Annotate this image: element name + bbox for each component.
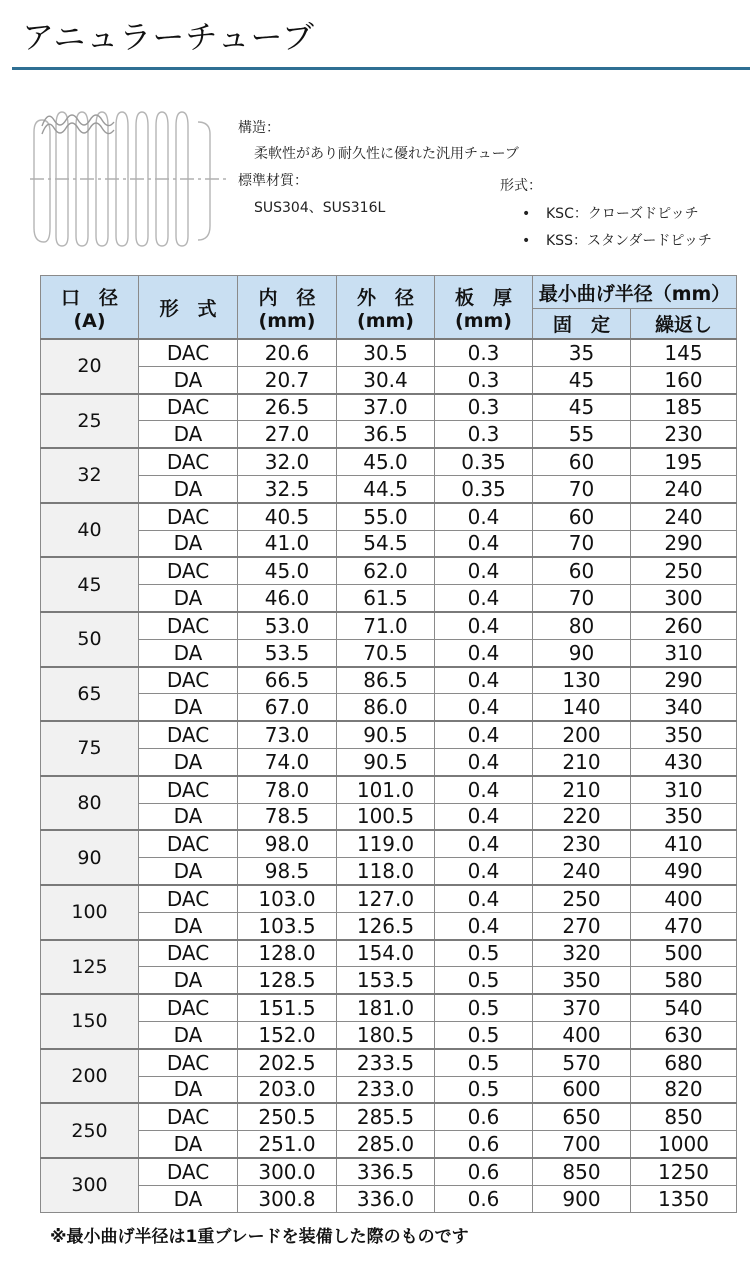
thickness-cell: 0.35 [435,448,533,475]
inner-diameter-cell: 103.0 [238,885,337,912]
type-cell: DAC [139,830,238,857]
structure-label: 構造： [238,120,280,136]
bend-fixed-cell: 70 [533,585,631,612]
bend-repeat-cell: 230 [631,421,737,448]
bullet-icon: • [522,233,531,249]
outer-diameter-cell: 336.0 [337,1185,435,1212]
bend-fixed-cell: 230 [533,830,631,857]
bend-repeat-cell: 400 [631,885,737,912]
type-cell: DAC [139,1158,238,1185]
table-row [41,1185,737,1212]
inner-diameter-cell: 98.5 [238,858,337,885]
bend-repeat-cell: 350 [631,803,737,830]
header-bend-repeat: 繰返し [631,309,737,340]
bend-fixed-cell: 60 [533,448,631,475]
bend-fixed-cell: 210 [533,776,631,803]
bend-repeat-cell: 290 [631,530,737,557]
outer-diameter-cell: 336.5 [337,1158,435,1185]
bend-repeat-cell: 580 [631,967,737,994]
inner-diameter-cell: 53.5 [238,639,337,666]
bend-fixed-cell: 45 [533,366,631,393]
table-row [41,503,737,530]
type-cell: DAC [139,885,238,912]
table-row [41,912,737,939]
bend-fixed-cell: 70 [533,475,631,502]
outer-diameter-cell: 86.0 [337,694,435,721]
table-row [41,339,737,366]
footnote: ※最小曲げ半径は1重ブレードを装備した際のものです [50,1227,469,1247]
size-cell: 75 [41,721,139,776]
bend-repeat-cell: 195 [631,448,737,475]
outer-diameter-cell: 154.0 [337,940,435,967]
inner-diameter-cell: 78.0 [238,776,337,803]
type-cell: DA [139,748,238,775]
outer-diameter-cell: 126.5 [337,912,435,939]
thickness-cell: 0.3 [435,366,533,393]
inner-diameter-cell: 66.5 [238,667,337,694]
outer-diameter-cell: 233.0 [337,1076,435,1103]
outer-diameter-cell: 70.5 [337,639,435,666]
bend-repeat-cell: 820 [631,1076,737,1103]
thickness-cell: 0.35 [435,475,533,502]
inner-diameter-cell: 151.5 [238,994,337,1021]
outer-diameter-cell: 71.0 [337,612,435,639]
thickness-cell: 0.4 [435,776,533,803]
bend-repeat-cell: 430 [631,748,737,775]
inner-diameter-cell: 73.0 [238,721,337,748]
inner-diameter-cell: 20.6 [238,339,337,366]
header-thickness: 板 厚 (mm) [435,276,533,340]
thickness-cell: 0.3 [435,394,533,421]
type-cell: DAC [139,776,238,803]
bend-repeat-cell: 185 [631,394,737,421]
table-row [41,994,737,1021]
bend-repeat-cell: 310 [631,639,737,666]
bend-repeat-cell: 290 [631,667,737,694]
size-cell: 90 [41,830,139,885]
size-cell: 32 [41,448,139,503]
bend-repeat-cell: 310 [631,776,737,803]
size-cell: 300 [41,1158,139,1212]
size-cell: 45 [41,557,139,612]
bend-repeat-cell: 630 [631,1021,737,1048]
table-row [41,475,737,502]
bend-fixed-cell: 650 [533,1103,631,1130]
type-cell: DAC [139,448,238,475]
outer-diameter-cell: 153.5 [337,967,435,994]
bend-fixed-cell: 210 [533,748,631,775]
type-cell: DA [139,585,238,612]
outer-diameter-cell: 119.0 [337,830,435,857]
outer-diameter-cell: 127.0 [337,885,435,912]
bend-fixed-cell: 35 [533,339,631,366]
size-cell: 20 [41,339,139,394]
inner-diameter-cell: 128.5 [238,967,337,994]
table-row [41,940,737,967]
table-row [41,557,737,584]
thickness-cell: 0.5 [435,967,533,994]
table-row [41,1131,737,1158]
bend-repeat-cell: 500 [631,940,737,967]
thickness-cell: 0.5 [435,994,533,1021]
outer-diameter-cell: 30.4 [337,366,435,393]
bend-repeat-cell: 1250 [631,1158,737,1185]
inner-diameter-cell: 203.0 [238,1076,337,1103]
type-cell: DAC [139,1049,238,1076]
outer-diameter-cell: 90.5 [337,748,435,775]
table-row [41,721,737,748]
spec-table [40,275,737,1213]
thickness-cell: 0.6 [435,1158,533,1185]
type-kss-text: KSS：スタンダードピッチ [546,233,712,249]
table-row [41,612,737,639]
type-cell: DA [139,858,238,885]
type-cell: DAC [139,503,238,530]
inner-diameter-cell: 32.0 [238,448,337,475]
bend-repeat-cell: 350 [631,721,737,748]
bend-fixed-cell: 400 [533,1021,631,1048]
inner-diameter-cell: 32.5 [238,475,337,502]
bend-repeat-cell: 410 [631,830,737,857]
table-row [41,639,737,666]
outer-diameter-cell: 181.0 [337,994,435,1021]
structure-text: 柔軟性があり耐久性に優れた汎用チューブ [254,146,519,162]
thickness-cell: 0.5 [435,940,533,967]
thickness-cell: 0.4 [435,885,533,912]
bend-fixed-cell: 200 [533,721,631,748]
type-bullet-ksc [522,203,699,223]
type-cell: DAC [139,721,238,748]
bend-fixed-cell: 850 [533,1158,631,1185]
bend-fixed-cell: 600 [533,1076,631,1103]
table-row [41,830,737,857]
outer-diameter-cell: 86.5 [337,667,435,694]
table-row [41,694,737,721]
type-cell: DA [139,803,238,830]
thickness-cell: 0.4 [435,503,533,530]
bend-fixed-cell: 130 [533,667,631,694]
size-cell: 200 [41,1049,139,1104]
inner-diameter-cell: 67.0 [238,694,337,721]
thickness-cell: 0.6 [435,1185,533,1212]
type-cell: DAC [139,667,238,694]
header-type: 形 式 [139,276,238,340]
type-cell: DA [139,1185,238,1212]
tube-cross-section-illustration [30,100,230,255]
table-row [41,585,737,612]
bend-fixed-cell: 60 [533,557,631,584]
inner-diameter-cell: 74.0 [238,748,337,775]
size-cell: 50 [41,612,139,667]
bend-repeat-cell: 1000 [631,1131,737,1158]
bend-repeat-cell: 260 [631,612,737,639]
inner-diameter-cell: 300.0 [238,1158,337,1185]
outer-diameter-cell: 54.5 [337,530,435,557]
outer-diameter-cell: 62.0 [337,557,435,584]
table-row [41,803,737,830]
size-cell: 25 [41,394,139,449]
outer-diameter-cell: 285.5 [337,1103,435,1130]
inner-diameter-cell: 20.7 [238,366,337,393]
material-text: SUS304、SUS316L [254,200,386,216]
type-cell: DAC [139,940,238,967]
type-label: 形式： [500,178,542,194]
header-size: 口 径 (A) [41,276,139,340]
bend-repeat-cell: 240 [631,503,737,530]
table-row [41,967,737,994]
table-row [41,394,737,421]
outer-diameter-cell: 118.0 [337,858,435,885]
inner-diameter-cell: 27.0 [238,421,337,448]
bend-fixed-cell: 270 [533,912,631,939]
inner-diameter-cell: 46.0 [238,585,337,612]
outer-diameter-cell: 36.5 [337,421,435,448]
type-cell: DA [139,694,238,721]
thickness-cell: 0.3 [435,421,533,448]
outer-diameter-cell: 90.5 [337,721,435,748]
inner-diameter-cell: 40.5 [238,503,337,530]
type-cell: DA [139,1131,238,1158]
bend-fixed-cell: 240 [533,858,631,885]
type-cell: DAC [139,394,238,421]
table-row [41,1021,737,1048]
header-bend-fixed: 固 定 [533,309,631,340]
bend-fixed-cell: 220 [533,803,631,830]
outer-diameter-cell: 55.0 [337,503,435,530]
thickness-cell: 0.3 [435,339,533,366]
bend-fixed-cell: 140 [533,694,631,721]
bend-fixed-cell: 370 [533,994,631,1021]
type-cell: DAC [139,339,238,366]
table-row [41,776,737,803]
thickness-cell: 0.5 [435,1076,533,1103]
thickness-cell: 0.4 [435,858,533,885]
bend-repeat-cell: 340 [631,694,737,721]
outer-diameter-cell: 100.5 [337,803,435,830]
bend-fixed-cell: 350 [533,967,631,994]
thickness-cell: 0.4 [435,748,533,775]
bend-repeat-cell: 160 [631,366,737,393]
thickness-cell: 0.4 [435,694,533,721]
bend-repeat-cell: 1350 [631,1185,737,1212]
size-cell: 100 [41,885,139,940]
thickness-cell: 0.4 [435,639,533,666]
table-row [41,748,737,775]
table-row [41,885,737,912]
table-row [41,1103,737,1130]
bend-repeat-cell: 490 [631,858,737,885]
thickness-cell: 0.4 [435,830,533,857]
bend-fixed-cell: 250 [533,885,631,912]
table-row [41,667,737,694]
inner-diameter-cell: 300.8 [238,1185,337,1212]
thickness-cell: 0.4 [435,721,533,748]
thickness-cell: 0.6 [435,1131,533,1158]
outer-diameter-cell: 285.0 [337,1131,435,1158]
table-row [41,1049,737,1076]
inner-diameter-cell: 26.5 [238,394,337,421]
thickness-cell: 0.4 [435,585,533,612]
bend-repeat-cell: 250 [631,557,737,584]
table-row [41,366,737,393]
inner-diameter-cell: 202.5 [238,1049,337,1076]
outer-diameter-cell: 37.0 [337,394,435,421]
outer-diameter-cell: 45.0 [337,448,435,475]
inner-diameter-cell: 45.0 [238,557,337,584]
type-ksc-text: KSC：クローズドピッチ [546,206,699,222]
outer-diameter-cell: 101.0 [337,776,435,803]
outer-diameter-cell: 180.5 [337,1021,435,1048]
type-cell: DA [139,639,238,666]
thickness-cell: 0.4 [435,912,533,939]
bend-fixed-cell: 45 [533,394,631,421]
material-label: 標準材質： [238,173,308,189]
table-row [41,421,737,448]
header-inner-diameter: 内 径 (mm) [238,276,337,340]
type-cell: DA [139,912,238,939]
bend-fixed-cell: 700 [533,1131,631,1158]
outer-diameter-cell: 233.5 [337,1049,435,1076]
type-bullet-kss [522,230,712,250]
inner-diameter-cell: 103.5 [238,912,337,939]
size-cell: 125 [41,940,139,995]
bend-repeat-cell: 145 [631,339,737,366]
bend-repeat-cell: 300 [631,585,737,612]
outer-diameter-cell: 61.5 [337,585,435,612]
table-row [41,448,737,475]
thickness-cell: 0.4 [435,667,533,694]
type-cell: DAC [139,557,238,584]
type-cell: DA [139,967,238,994]
table-row [41,530,737,557]
inner-diameter-cell: 128.0 [238,940,337,967]
bend-fixed-cell: 320 [533,940,631,967]
size-cell: 40 [41,503,139,558]
size-cell: 150 [41,994,139,1049]
inner-diameter-cell: 251.0 [238,1131,337,1158]
bend-repeat-cell: 470 [631,912,737,939]
inner-diameter-cell: 98.0 [238,830,337,857]
type-cell: DAC [139,1103,238,1130]
outer-diameter-cell: 30.5 [337,339,435,366]
thickness-cell: 0.6 [435,1103,533,1130]
bend-fixed-cell: 80 [533,612,631,639]
type-cell: DAC [139,612,238,639]
inner-diameter-cell: 53.0 [238,612,337,639]
header-bend-radius: 最小曲げ半径（mm） [533,276,737,309]
bullet-icon: • [522,206,531,222]
inner-diameter-cell: 250.5 [238,1103,337,1130]
table-row [41,1158,737,1185]
size-cell: 80 [41,776,139,831]
thickness-cell: 0.5 [435,1021,533,1048]
type-cell: DA [139,1021,238,1048]
type-cell: DA [139,530,238,557]
type-cell: DA [139,421,238,448]
thickness-cell: 0.4 [435,803,533,830]
bend-fixed-cell: 570 [533,1049,631,1076]
bend-repeat-cell: 540 [631,994,737,1021]
bend-fixed-cell: 55 [533,421,631,448]
bend-fixed-cell: 900 [533,1185,631,1212]
table-row [41,1076,737,1103]
outer-diameter-cell: 44.5 [337,475,435,502]
bend-fixed-cell: 60 [533,503,631,530]
inner-diameter-cell: 41.0 [238,530,337,557]
type-cell: DAC [139,994,238,1021]
bend-repeat-cell: 850 [631,1103,737,1130]
bend-fixed-cell: 70 [533,530,631,557]
type-cell: DA [139,1076,238,1103]
bend-repeat-cell: 680 [631,1049,737,1076]
inner-diameter-cell: 152.0 [238,1021,337,1048]
bend-repeat-cell: 240 [631,475,737,502]
table-row [41,858,737,885]
header-outer-diameter: 外 径 (mm) [337,276,435,340]
thickness-cell: 0.4 [435,530,533,557]
size-cell: 65 [41,667,139,722]
type-cell: DA [139,366,238,393]
page-title: アニュラーチューブ [22,18,315,56]
bend-fixed-cell: 90 [533,639,631,666]
thickness-cell: 0.4 [435,612,533,639]
size-cell: 250 [41,1103,139,1158]
type-cell: DA [139,475,238,502]
title-divider [12,67,750,70]
thickness-cell: 0.4 [435,557,533,584]
inner-diameter-cell: 78.5 [238,803,337,830]
thickness-cell: 0.5 [435,1049,533,1076]
